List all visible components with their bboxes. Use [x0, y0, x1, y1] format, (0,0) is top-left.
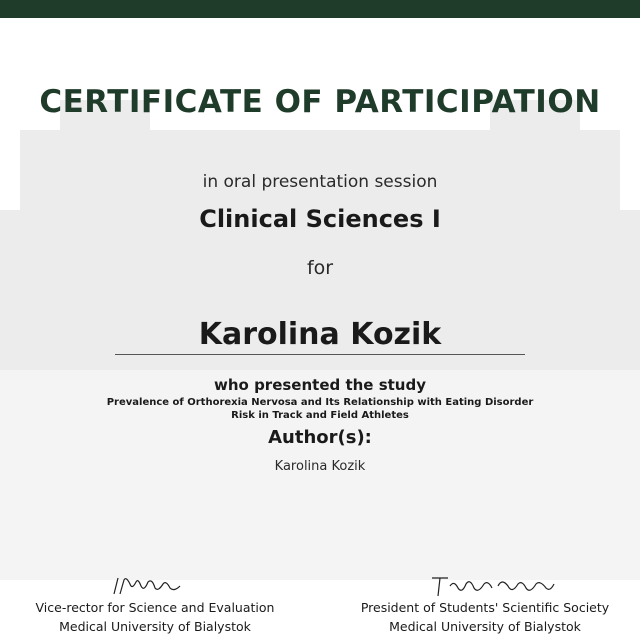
right-signature: [428, 572, 558, 600]
certificate-title: CERTIFICATE OF PARTICIPATION: [39, 84, 601, 120]
left-signatory-institution: Medical University of Bialystok: [59, 619, 251, 634]
left-signature: [108, 572, 188, 600]
authors-label: Author(s):: [268, 427, 372, 448]
study-title-line: Risk in Track and Field Athletes: [231, 410, 409, 421]
right-signatory-block: [360, 598, 610, 636]
session-intro-text: in oral presentation session: [202, 172, 438, 192]
name-underline: [115, 354, 525, 355]
presented-study-label: who presented the study: [214, 376, 426, 394]
study-title: [100, 396, 540, 422]
authors-list: Karolina Kozik: [274, 459, 366, 474]
study-title-line: Prevalence of Orthorexia Nervosa and Its Relationship with Eating Disorder: [106, 397, 534, 408]
left-signatory-block: [30, 598, 280, 636]
for-text: for: [306, 257, 334, 279]
left-signatory-role: Vice-rector for Science and Evaluation: [35, 600, 275, 615]
right-signatory-institution: Medical University of Bialystok: [389, 619, 581, 634]
right-signatory-role: President of Students' Scientific Society: [360, 600, 610, 615]
top-banner-bar: [0, 0, 640, 18]
session-name: Clinical Sciences I: [199, 205, 441, 233]
participant-name: Karolina Kozik: [198, 317, 442, 352]
